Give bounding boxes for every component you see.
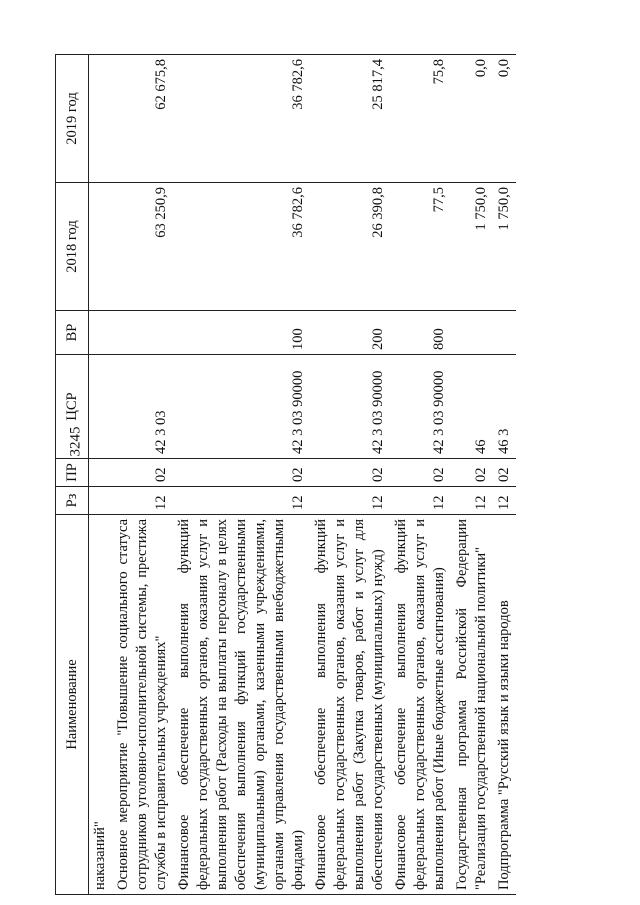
- header-rz: Рз: [56, 487, 89, 515]
- row-vr: [89, 311, 113, 355]
- row-2019: [89, 55, 113, 183]
- table-row: [451, 55, 493, 895]
- row-vr: 100: [173, 311, 310, 355]
- row-name: Финансовое обеспечение выполнения функций федеральных государственных органов, оказания услуг и выполнения работ (Иные бюджетные ассигнования): [390, 515, 451, 895]
- row-2019: 75,8: [390, 55, 451, 183]
- row-vr: [493, 311, 516, 355]
- row-pr: 02: [451, 459, 493, 487]
- row-name: наказаний": [89, 515, 113, 895]
- header-pr: ПР: [56, 459, 89, 487]
- table-row: [89, 55, 113, 895]
- row-vr: [451, 311, 493, 355]
- row-2019: 62 675,8: [112, 55, 173, 183]
- row-2018: 1 750,0: [493, 183, 516, 311]
- row-vr: [112, 311, 173, 355]
- header-2018: 2018 год: [56, 183, 89, 311]
- budget-table-wrapper: [55, 55, 598, 895]
- row-2018: [89, 183, 113, 311]
- row-name: Финансовое обеспечение выполнения функций федеральных государственных органов, оказания услуг и выполнения работ (Расходы на выплаты персоналу в целях обеспечения выполнения функций государственными (муниципальными) органами, казенными учреждениями, органами управления государственными внебюджетными фондами): [173, 515, 310, 895]
- row-rz: 12: [390, 487, 451, 515]
- row-2018: 1 750,0: [451, 183, 493, 311]
- row-2019: 0,0: [451, 55, 493, 183]
- row-2018: 36 782,6: [173, 183, 310, 311]
- row-name: Государственная программа Российской Федерации "Реализация государственной национальной политики": [451, 515, 493, 895]
- row-2019: 36 782,6: [173, 55, 310, 183]
- row-2019: 0,0: [493, 55, 516, 183]
- table-row: [310, 55, 390, 895]
- table-row: [390, 55, 451, 895]
- table-header-row: [56, 55, 89, 895]
- row-pr: 02: [112, 459, 173, 487]
- row-rz: 12: [493, 487, 516, 515]
- table-row: [493, 55, 516, 895]
- row-csr: 42 3 03 90000: [390, 355, 451, 459]
- row-name: Основное мероприятие "Повышение социального статуса сотрудников уголовно-исполнительной системы, престижа службы в исправительных учреждениях": [112, 515, 173, 895]
- row-csr: [89, 355, 113, 459]
- table-row: [112, 55, 173, 895]
- row-2018: 26 390,8: [310, 183, 390, 311]
- row-rz: [89, 487, 113, 515]
- row-csr: 46: [451, 355, 493, 459]
- header-vr: ВР: [56, 311, 89, 355]
- row-pr: 02: [173, 459, 310, 487]
- row-name: Финансовое обеспечение выполнения функций федеральных государственных органов, оказания услуг и выполнения работ (Закупка товаров, работ и услуг для обеспечения государственных (муниципальных) нужд): [310, 515, 390, 895]
- row-rz: 12: [173, 487, 310, 515]
- row-pr: 02: [310, 459, 390, 487]
- page-number: 3245: [67, 426, 84, 457]
- row-name: Подпрограмма "Русский язык и языки народов: [493, 515, 516, 895]
- row-rz: 12: [112, 487, 173, 515]
- header-name: Наименование: [56, 515, 89, 895]
- row-rz: 12: [310, 487, 390, 515]
- header-csr: ЦСР: [56, 355, 89, 459]
- row-vr: 800: [390, 311, 451, 355]
- row-csr: 46 3: [493, 355, 516, 459]
- row-pr: 02: [390, 459, 451, 487]
- header-2019: 2019 год: [56, 55, 89, 183]
- row-2019: 25 817,4: [310, 55, 390, 183]
- row-pr: 02: [493, 459, 516, 487]
- row-rz: 12: [451, 487, 493, 515]
- row-pr: [89, 459, 113, 487]
- row-2018: 63 250,9: [112, 183, 173, 311]
- row-csr: 42 3 03 90000: [310, 355, 390, 459]
- table-row: [173, 55, 310, 895]
- row-csr: 42 3 03 90000: [173, 355, 310, 459]
- budget-table: [55, 54, 516, 895]
- row-2018: 77,5: [390, 183, 451, 311]
- row-vr: 200: [310, 311, 390, 355]
- row-csr: 42 3 03: [112, 355, 173, 459]
